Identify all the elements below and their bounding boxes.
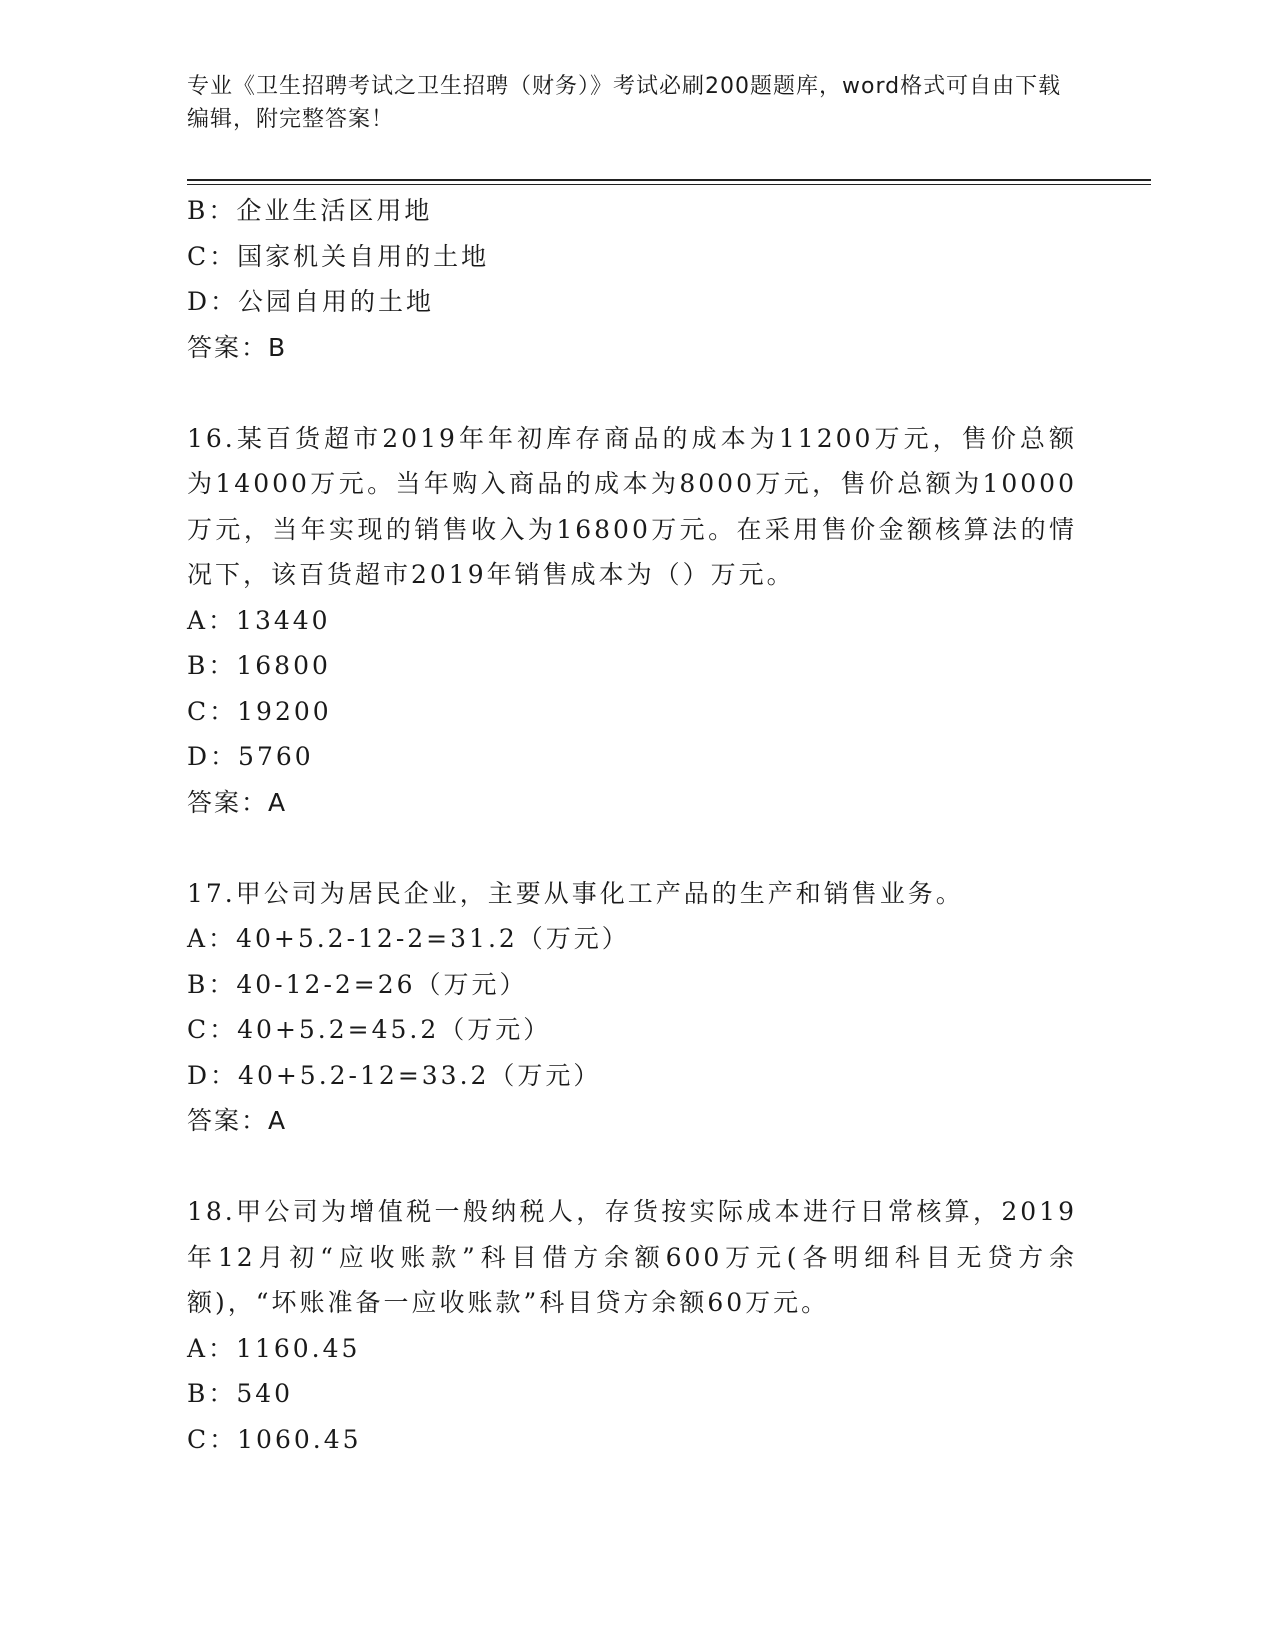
question-block-16	[187, 416, 1077, 826]
option-b: B：40-12-2=26（万元）	[187, 969, 528, 999]
option-c: C：40+5.2=45.2（万元）	[187, 1015, 552, 1044]
spacer	[187, 825, 1077, 871]
option-a: A：1160.45	[187, 1333, 361, 1363]
answer-line: 答案：B	[187, 332, 288, 362]
question-text: 17.甲公司为居民企业，主要从事化工产品的生产和销售业务。	[187, 878, 964, 908]
option-a: A：40+5.2-12-2=31.2（万元）	[187, 924, 630, 953]
option-d: D：40+5.2-12=33.2（万元）	[187, 1060, 602, 1090]
answer-line: 答案：A	[187, 1106, 288, 1135]
question-block-15	[187, 188, 1077, 370]
document-header: 专业《卫生招聘考试之卫生招聘（财务）》考试必刷200题题库，word格式可自由下载编辑，附完整答案！	[187, 74, 1062, 132]
option-b: B：企业生活区用地	[187, 196, 433, 225]
option-a: A：13440	[187, 605, 331, 635]
header-rule-thick	[187, 179, 1151, 181]
question-block-18	[187, 1189, 1077, 1462]
answer-line: 答案：A	[187, 787, 288, 817]
option-c: C：19200	[187, 696, 332, 726]
option-c: C：1060.45	[187, 1424, 362, 1454]
option-d: D：5760	[187, 742, 314, 771]
question-block-17	[187, 871, 1077, 1144]
question-text: 18.甲公司为增值税一般纳税人，存货按实际成本进行日常核算，2019年12月初“应收账款”科目借方余额600万元(各明细科目无贷方余额)，“坏账准备一应收账款”科目贷方余额60万元。	[187, 1197, 1077, 1317]
option-b: B：16800	[187, 651, 331, 680]
header-rule-thin	[187, 184, 1151, 185]
question-list	[187, 188, 1077, 1462]
spacer	[187, 1144, 1077, 1190]
option-d: D：公园自用的土地	[187, 287, 435, 316]
spacer	[187, 370, 1077, 416]
option-c: C：国家机关自用的土地	[187, 241, 490, 271]
question-text: 16.某百货超市2019年年初库存商品的成本为11200万元，售价总额为14000万元。当年购入商品的成本为8000万元，售价总额为10000万元，当年实现的销售收入为16800万元。在采用售价金额核算法的情况下，该百货超市2019年销售成本为（）万元。	[187, 423, 1077, 589]
option-b: B：540	[187, 1379, 294, 1408]
